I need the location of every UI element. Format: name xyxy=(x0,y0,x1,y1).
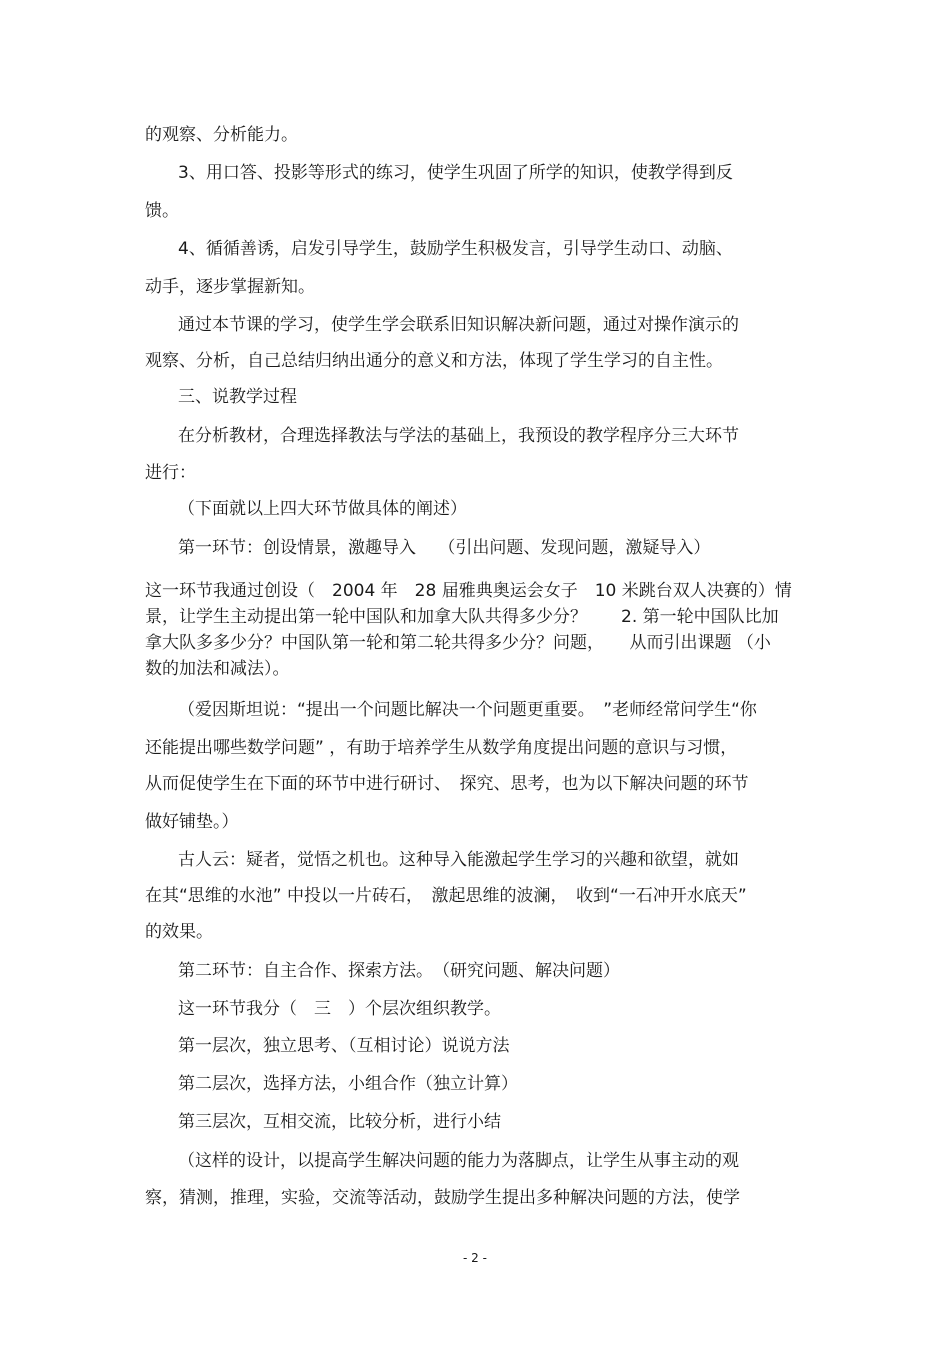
text-line: 古人云：疑者，觉悟之机也。这种导入能激起学生学习的兴趣和欲望，就如 xyxy=(178,850,739,870)
text-line: 第一层次，独立思考、（互相讨论）说说方法 xyxy=(178,1036,510,1056)
section-heading: 三、说教学过程 xyxy=(178,387,297,407)
text-line: 景，让学生主动提出第一轮中国队和加拿大队共得多少分？ 2. 第一轮中国队比加 xyxy=(145,607,779,627)
text-line: 做好铺垫。） xyxy=(145,812,239,832)
text-line: 在其“思维的水池” 中投以一片砖石， 激起思维的波澜， 收到“一石冲开水底天” xyxy=(145,886,747,906)
text-line: 拿大队多多少分？中国队第一轮和第二轮共得多少分？问题， 从而引出课题 （小 xyxy=(145,633,771,653)
text-line: 通过本节课的学习，使学生学会联系旧知识解决新问题，通过对操作演示的 xyxy=(178,315,739,335)
text-line: 这一环节我分（ 三 ）个层次组织教学。 xyxy=(178,999,501,1019)
text-line: 动手，逐步掌握新知。 xyxy=(145,277,315,297)
text-line: 察，猜测，推理，实验，交流等活动，鼓励学生提出多种解决问题的方法，使学 xyxy=(145,1188,740,1208)
text-line: 馈。 xyxy=(145,201,179,221)
text-line: 第二层次，选择方法，小组合作（独立计算） xyxy=(178,1074,518,1094)
text-line: 3、用口答、投影等形式的练习，使学生巩固了所学的知识，使教学得到反 xyxy=(178,163,733,183)
page-number: - 2 - xyxy=(463,1251,487,1265)
text-line: 第二环节：自主合作、探索方法。 （研究问题、解决问题） xyxy=(178,961,620,981)
text-line: （这样的设计，以提高学生解决问题的能力为落脚点，让学生从事主动的观 xyxy=(178,1151,739,1171)
text-line: （下面就以上四大环节做具体的阐述） xyxy=(178,499,467,519)
text-line: 在分析教材，合理选择教法与学法的基础上，我预设的教学程序分三大环节 xyxy=(178,426,739,446)
text-line: 的效果。 xyxy=(145,922,213,942)
text-line: 这一环节我通过创设（ 2004 年 28 届雅典奥运会女子 10 米跳台双人决赛的）情 xyxy=(145,581,792,601)
text-line: 进行： xyxy=(145,463,196,483)
text-line: 数的加法和减法）。 xyxy=(145,659,290,679)
text-line: 还能提出哪些数学问题” ，有助于培养学生从数学角度提出问题的意识与习惯， xyxy=(145,738,738,758)
text-line: 观察、分析，自己总结归纳出通分的意义和方法，体现了学生学习的自主性。 xyxy=(145,351,723,371)
text-line: 的观察、分析能力。 xyxy=(145,125,298,145)
text-line: 4、循循善诱，启发引导学生，鼓励学生积极发言，引导学生动口、动脑、 xyxy=(178,239,733,259)
text-line: 第一环节：创设情景，激趣导入 （引出问题、发现问题，激疑导入） xyxy=(178,538,711,558)
text-line: 第三层次，互相交流，比较分析，进行小结 xyxy=(178,1112,501,1132)
text-line: 从而促使学生在下面的环节中进行研讨、 探究、思考，也为以下解决问题的环节 xyxy=(145,774,749,794)
text-line: （爱因斯坦说：“提出一个问题比解决一个问题更重要。 ”老师经常问学生“你 xyxy=(178,700,757,720)
